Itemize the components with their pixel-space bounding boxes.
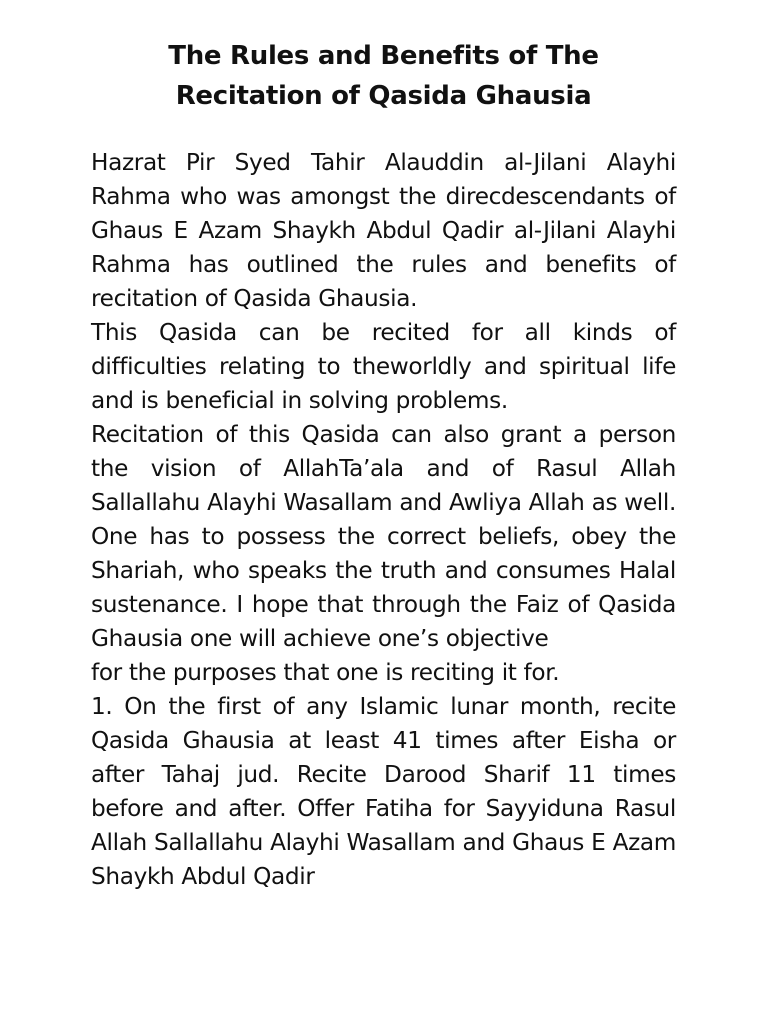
paragraph-purposes: for the purposes that one is reciting it for.	[91, 659, 560, 686]
body-text	[91, 146, 676, 894]
document-page	[91, 36, 676, 894]
paragraph-intro: Hazrat Pir Syed Tahir Alauddin al-Jilani Alayhi Rahma who was amongst the direcdescendants of Ghaus E Azam Shaykh Abdul Qadir al-Jilani Alayhi Rahma has outlined the rules and benefits of recitation of Qasida Ghausia.	[91, 149, 676, 312]
title-line-2: Recitation of Qasida Ghausia	[175, 81, 592, 111]
paragraph-vision: Recitation of this Qasida can also grant a person the vision of AllahTa’ala and of Rasul Allah Sallallahu Alayhi Wasallam and Awliya Allah as well. One has to possess the correct beliefs, obey the Shariah, who speaks the truth and consumes Halal sustenance. I hope that through the Faiz of Qasida Ghausia one will achieve one’s objective	[91, 421, 676, 652]
page-title	[91, 36, 676, 116]
paragraph-rule-1: 1. On the first of any Islamic lunar month, recite Qasida Ghausia at least 41 times after Eisha or after Tahaj jud. Recite Darood Sharif 11 times before and after. Offer Fatiha for Sayyiduna Rasul Allah Sallallahu Alayhi Wasallam and Ghaus E Azam Shaykh Abdul Qadir	[91, 693, 676, 890]
paragraph-difficulties: This Qasida can be recited for all kinds of difficulties relating to theworldly and spiritual life and is beneficial in solving problems.	[91, 319, 676, 414]
title-line-1: The Rules and Benefits of The	[168, 41, 599, 71]
